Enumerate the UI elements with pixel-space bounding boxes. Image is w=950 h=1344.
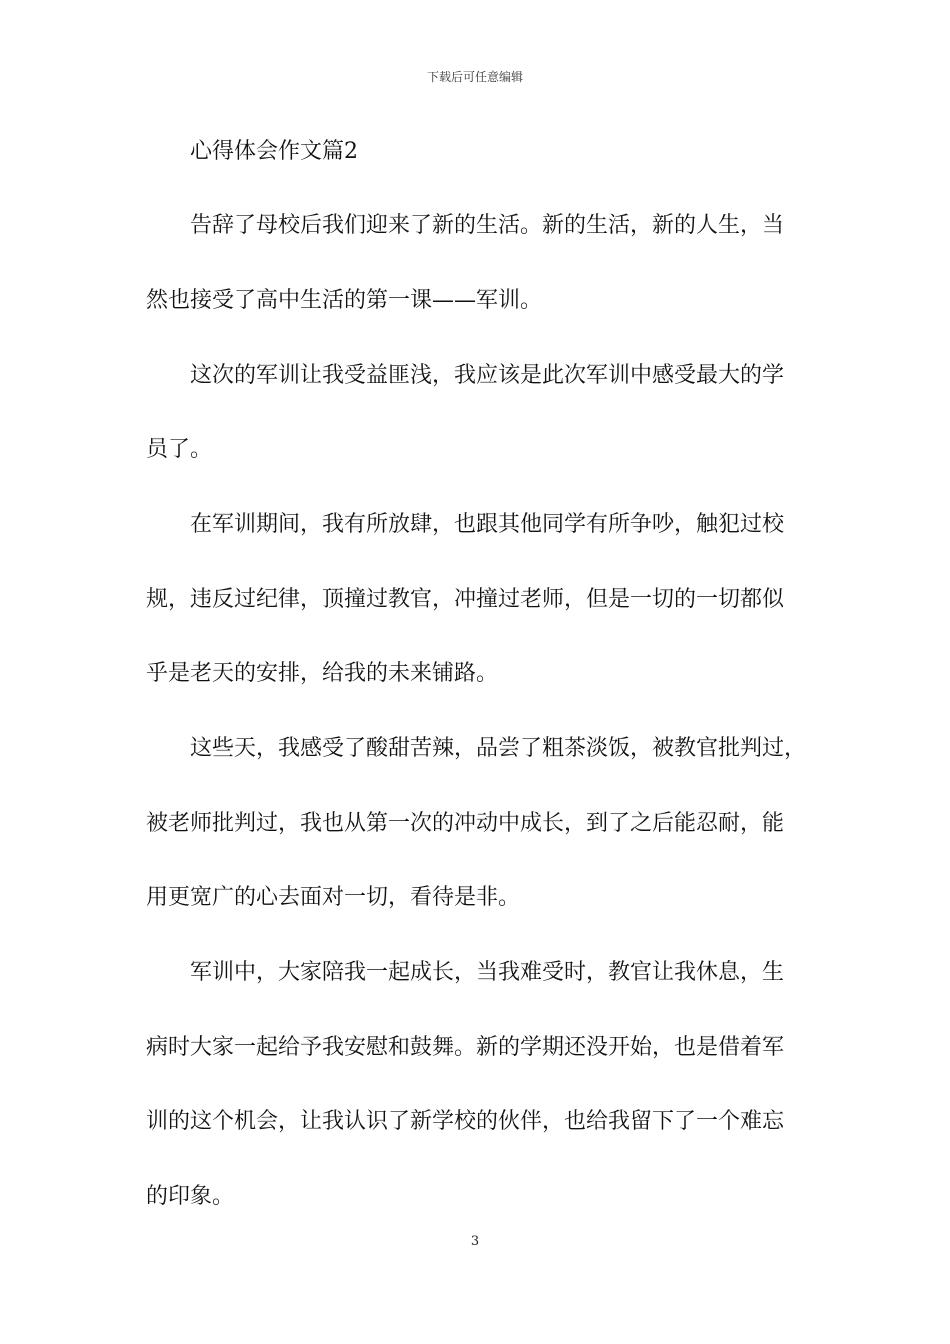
paragraph-3-line-2: 规，违反过纪律，顶撞过教官，冲撞过老师，但是一切的一切都似 xyxy=(146,587,785,612)
paragraph-1-line-1: 告辞了母校后我们迎来了新的生活。新的生活，新的人生，当 xyxy=(190,213,785,238)
section-title: 心得体会作文篇2 xyxy=(190,139,358,164)
paragraph-2-line-2: 员了。 xyxy=(146,437,213,462)
paragraph-5-line-4: 的印象。 xyxy=(146,1184,235,1209)
paragraph-4-line-1: 这些天，我感受了酸甜苦辣，品尝了粗茶淡饭，被教官批判过， xyxy=(190,736,807,761)
page-number: 3 xyxy=(470,1234,480,1249)
paragraph-5-line-3: 训的这个机会，让我认识了新学校的伙伴，也给我留下了一个难忘 xyxy=(146,1109,785,1134)
paragraph-3-line-3: 乎是老天的安排，给我的未来铺路。 xyxy=(146,661,499,686)
paragraph-2-line-1: 这次的军训让我受益匪浅，我应该是此次军训中感受最大的学 xyxy=(190,363,785,388)
paragraph-5-line-1: 军训中，大家陪我一起成长，当我难受时，教官让我休息，生 xyxy=(190,960,785,985)
paragraph-4-line-3: 用更宽广的心去面对一切，看待是非。 xyxy=(146,885,521,910)
paragraph-1-line-2: 然也接受了高中生活的第一课——军训。 xyxy=(146,288,543,313)
paragraph-4-line-2: 被老师批判过，我也从第一次的冲动中成长，到了之后能忍耐，能 xyxy=(146,811,785,836)
paragraph-5-line-2: 病时大家一起给予我安慰和鼓舞。新的学期还没开始，也是借着军 xyxy=(146,1035,785,1060)
paragraph-3-line-1: 在军训期间，我有所放肆，也跟其他同学有所争吵，触犯过校 xyxy=(190,512,785,537)
header-note: 下载后可任意编辑 xyxy=(426,70,523,84)
